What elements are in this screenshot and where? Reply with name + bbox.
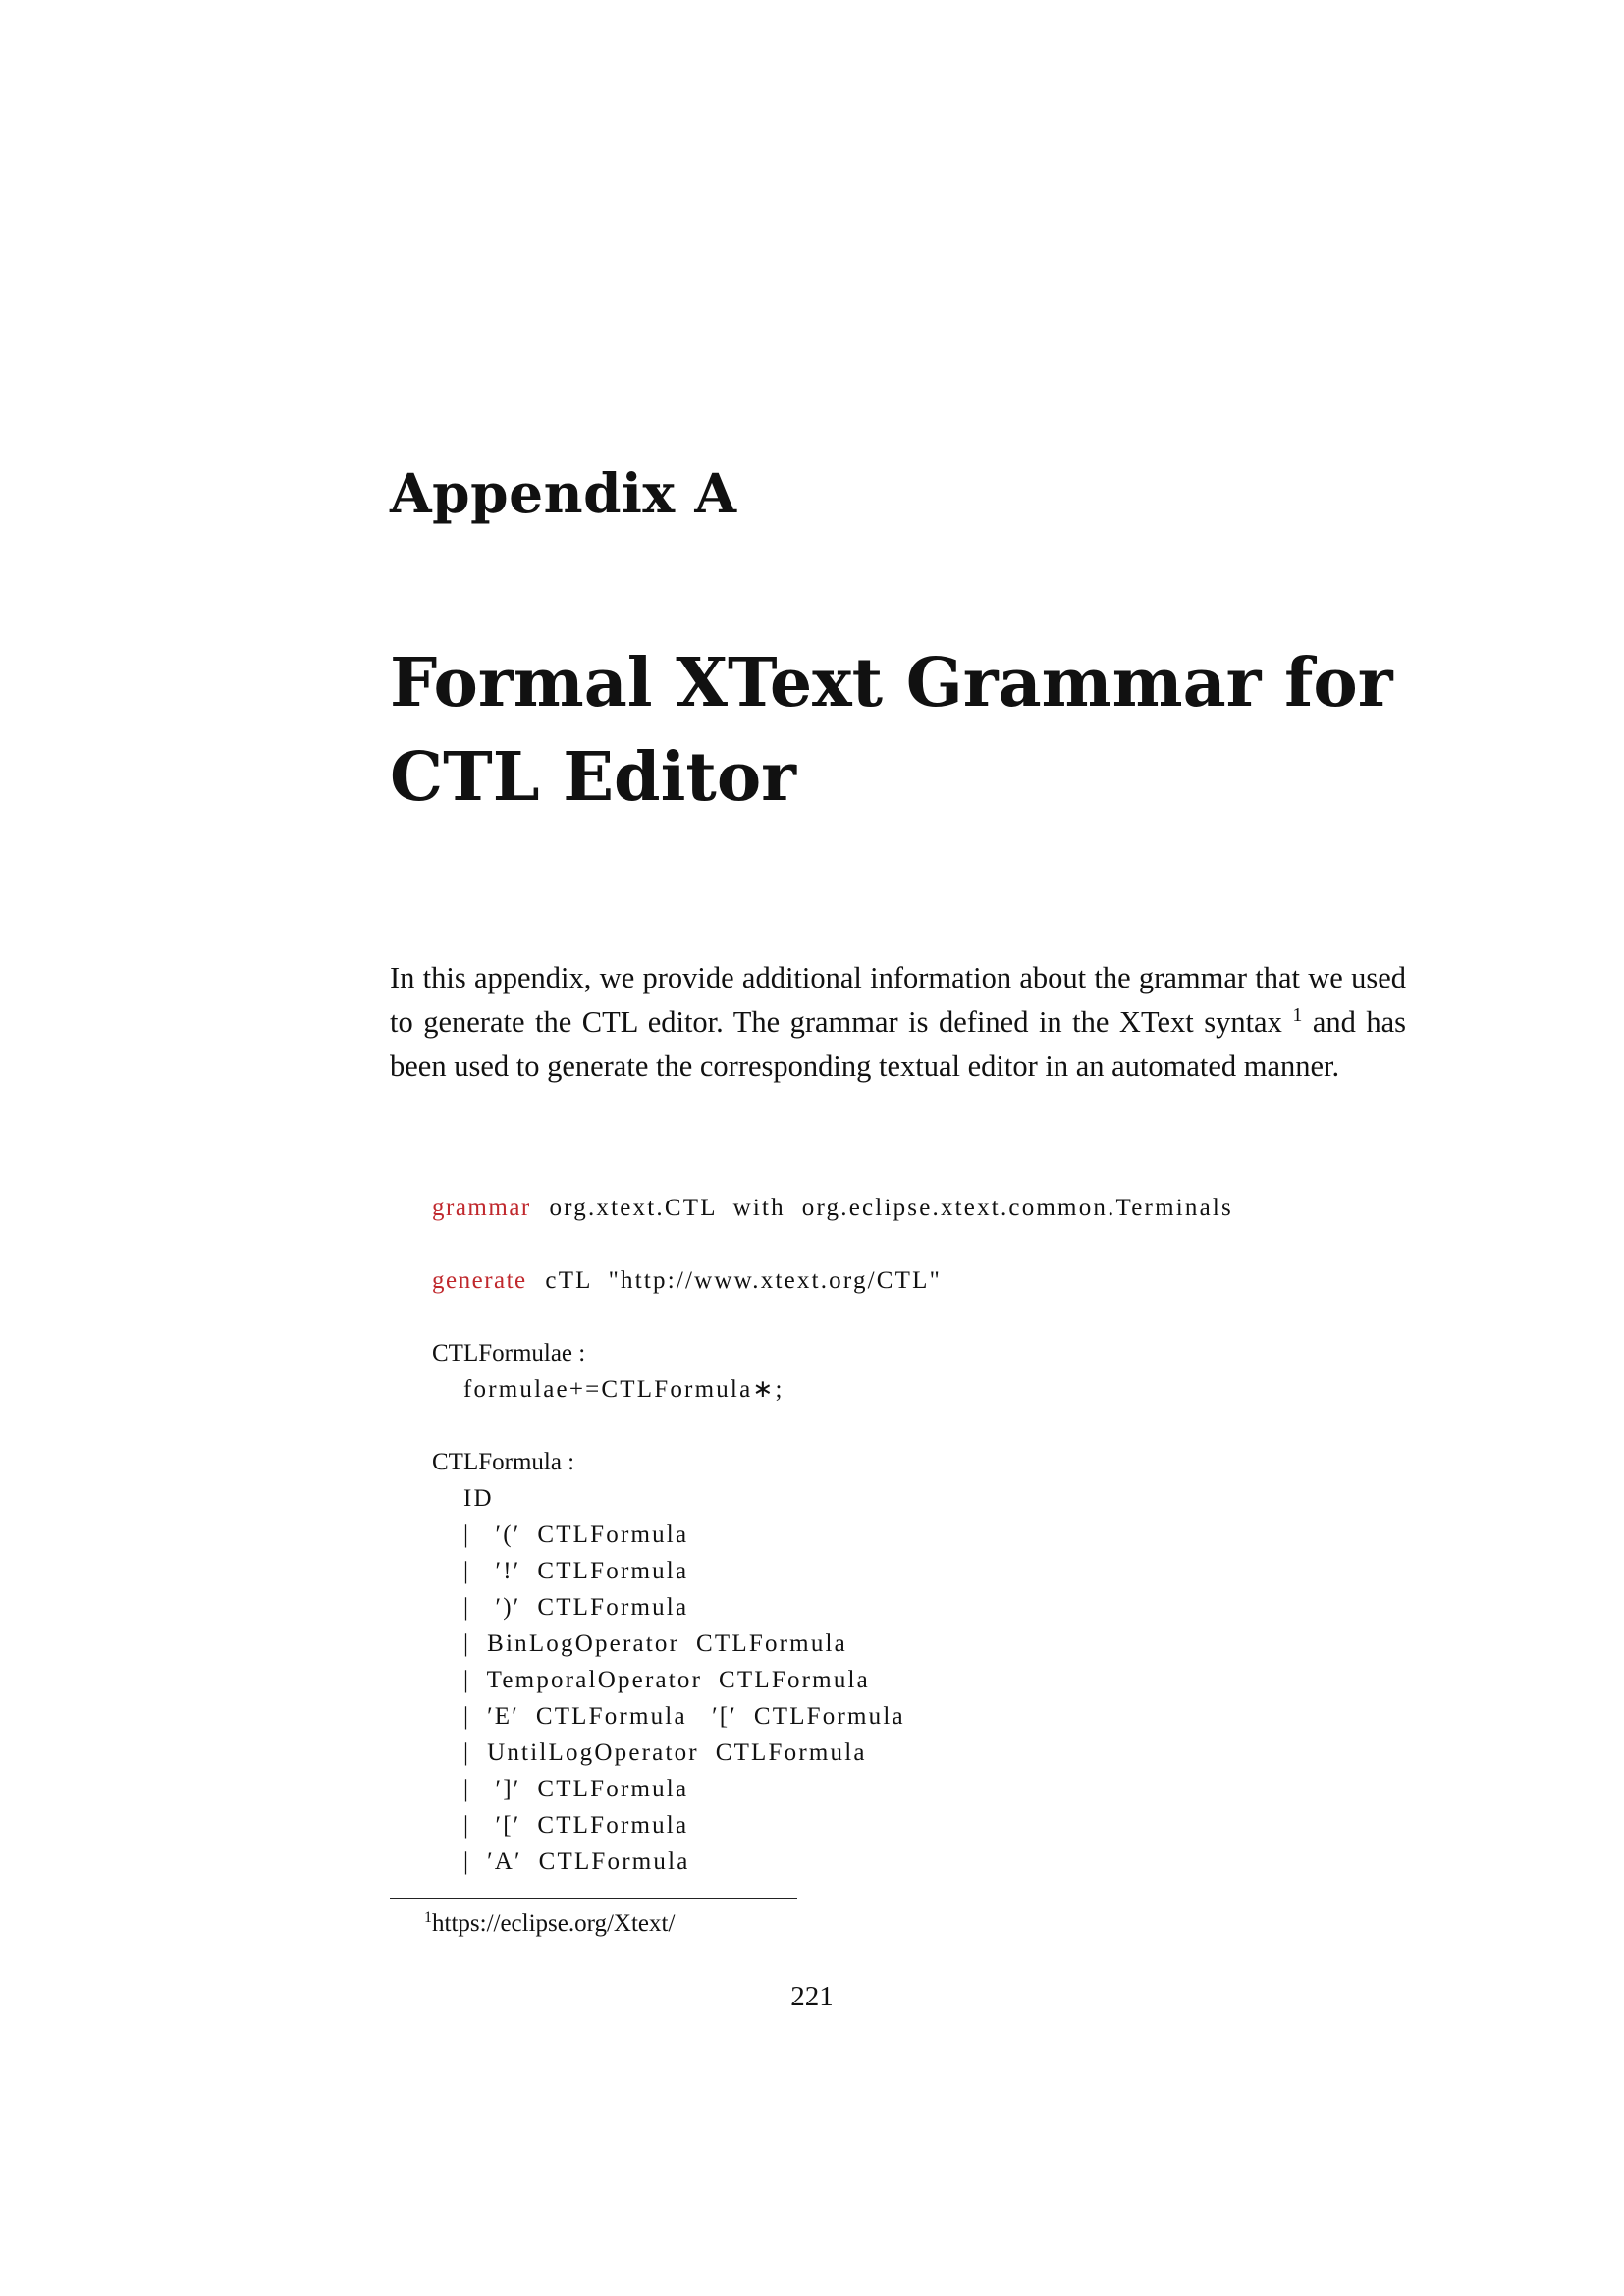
footnote-marker: 1 <box>424 1909 432 1926</box>
rule-alternative: | TemporalOperator CTLFormula <box>463 1667 870 1693</box>
generate-declaration: cTL "http://www.xtext.org/CTL" <box>545 1267 943 1294</box>
rule-alternative: | ′A′ CTLFormula <box>463 1848 690 1875</box>
code-blank-line <box>432 1299 1414 1335</box>
footnote <box>424 1906 675 1942</box>
grammar-keyword: grammar <box>432 1195 531 1221</box>
generate-keyword: generate <box>432 1267 527 1294</box>
rule-name-ctlformula: CTLFormula : <box>432 1449 575 1475</box>
footnote-reference[interactable]: 1 <box>1292 1004 1303 1026</box>
page-number: 221 <box>790 1981 834 2012</box>
intro-text-part1: In this appendix, we provide additional information about the grammar that we used to generate the CTL editor. The grammar is defined in the XText syntax <box>390 961 1406 1039</box>
rule-alternative: | ′)′ CTLFormula <box>463 1594 689 1621</box>
code-listing <box>432 1190 1414 1880</box>
code-line-generate <box>432 1262 1414 1299</box>
intro-text-part2: and has been used to generate the corresponding textual editor in an automated manner. <box>390 1005 1406 1083</box>
appendix-label: Appendix A <box>390 461 737 525</box>
rule-name-ctlformulae: CTLFormulae : <box>432 1340 586 1366</box>
rule-alternative: | ′E′ CTLFormula ′[′ CTLFormula <box>463 1703 905 1730</box>
footnote-link[interactable]: https://eclipse.org/Xtext/ <box>432 1910 676 1937</box>
rule-body-ctlformulae: formulae+=CTLFormula∗; <box>463 1376 785 1403</box>
code-blank-line <box>432 1408 1414 1444</box>
rule-alternative: | BinLogOperator CTLFormula <box>463 1630 847 1657</box>
rule-alternative: | ′!′ CTLFormula <box>463 1558 689 1584</box>
chapter-title: Formal XText Grammar for CTL Editor <box>390 644 1393 817</box>
footnote-divider <box>390 1898 797 1899</box>
code-blank-line <box>432 1226 1414 1262</box>
rule-alternative: | ′(′ CTLFormula <box>463 1522 689 1548</box>
rule-alternative: | ′[′ CTLFormula <box>463 1812 689 1839</box>
rule-alternative: | ′]′ CTLFormula <box>463 1776 689 1802</box>
grammar-declaration: org.xtext.CTL with org.eclipse.xtext.common.Terminals <box>549 1195 1233 1221</box>
intro-paragraph <box>390 956 1406 1089</box>
rule-alternative: ID <box>463 1485 494 1512</box>
code-line-grammar <box>432 1190 1414 1226</box>
rule-alternative: | UntilLogOperator CTLFormula <box>463 1739 867 1766</box>
